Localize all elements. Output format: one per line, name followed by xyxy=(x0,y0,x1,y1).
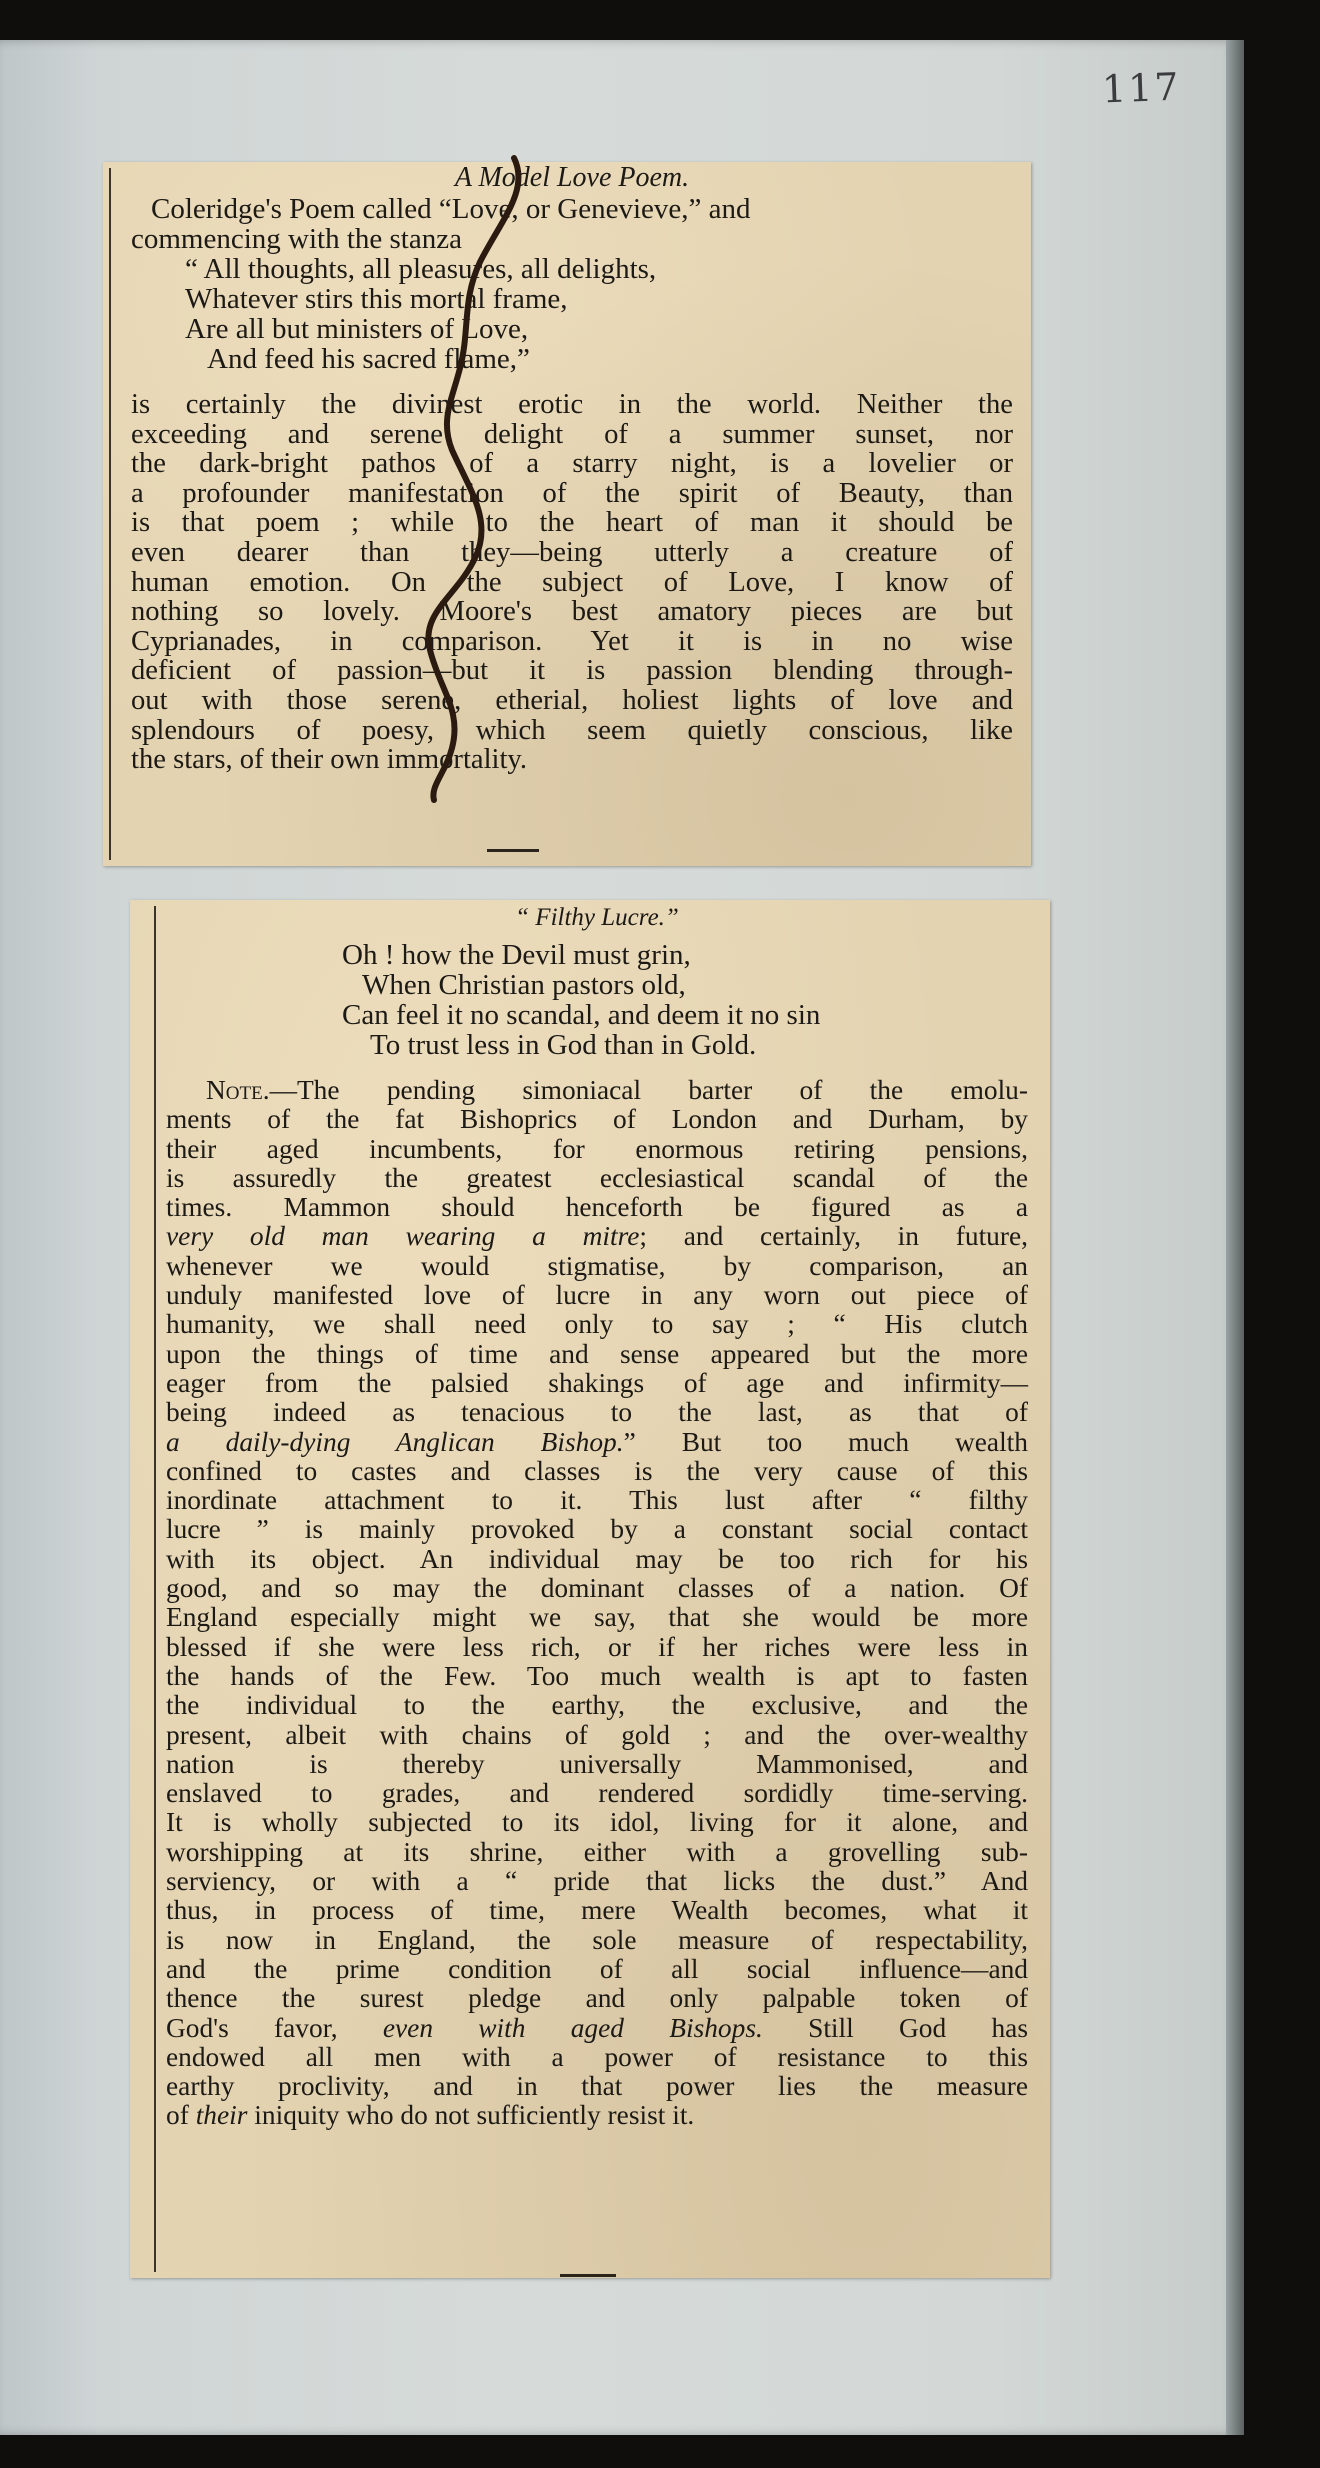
note-line: humanity, we shall need only to say ; “ His clutch xyxy=(166,1309,1028,1340)
note-line: serviency, or with a “ pride that licks the dust.” And xyxy=(166,1866,1028,1897)
folio-number: 117 xyxy=(1101,64,1182,112)
note-label: Note. xyxy=(206,1075,270,1105)
note-line xyxy=(166,1076,1028,1105)
body-line: nothing so lovely. Moore's best amatory pieces are but xyxy=(131,596,1013,628)
verse-line: And feed his sacred flame,” xyxy=(207,343,530,375)
note-line: being indeed as tenacious to the last, as that of xyxy=(166,1397,1028,1428)
note-line: thence the surest pledge and only palpable token of xyxy=(166,1983,1028,2014)
note-line: unduly manifested love of lucre in any worn out piece of xyxy=(166,1280,1028,1311)
note-line: and the prime condition of all social influence—and xyxy=(166,1953,1028,1984)
note-line xyxy=(166,2014,1028,2043)
column-rule xyxy=(154,906,156,2272)
body-line: is that poem ; while to the heart of man it should be xyxy=(131,507,1013,539)
body-line: human emotion. On the subject of Love, I know of xyxy=(131,566,1013,598)
note-line: lucre ” is mainly provoked by a constant social contact xyxy=(166,1514,1028,1545)
note-line: confined to castes and classes is the very cause of this xyxy=(166,1455,1028,1486)
note-line: is assuredly the greatest ecclesiastical scandal of the xyxy=(166,1162,1028,1193)
note-line: times. Mammon should henceforth be figured as a xyxy=(166,1192,1028,1223)
clipping-filthy-lucre xyxy=(130,900,1050,2278)
body-line: exceeding and serene delight of a summer sunset, nor xyxy=(131,418,1013,450)
body-line: is certainly the divinest erotic in the world. Neither the xyxy=(131,389,1013,420)
body-line: deficient of passion—but it is passion blending through- xyxy=(131,655,1013,687)
note-line: enslaved to grades, and rendered sordidly time-serving. xyxy=(166,1778,1028,1809)
verse-line: To trust less in God than in Gold. xyxy=(370,1029,757,1061)
verse-line: Whatever stirs this mortal frame, xyxy=(185,283,568,315)
note-italic: a daily-dying Anglican Bishop. xyxy=(166,1426,624,1457)
note-text: iniquity who do not sufficiently resist it. xyxy=(254,2100,695,2131)
note-line xyxy=(166,2101,1028,2130)
body-line: splendours of poesy, which seem quietly conscious, like xyxy=(131,714,1013,746)
note-text: God's favor, xyxy=(166,2012,338,2043)
note-text: of xyxy=(166,2100,189,2131)
note-line: thus, in process of time, mere Wealth becomes, what it xyxy=(166,1895,1028,1926)
clipping-model-love-poem xyxy=(103,162,1031,866)
note-line: earthy proclivity, and in that power lies the measure xyxy=(166,2071,1028,2102)
note-text: Still God has xyxy=(808,2012,1028,2043)
note-line: their aged incumbents, for enormous retiring pensions, xyxy=(166,1133,1028,1164)
note-text: ” But too much wealth xyxy=(623,1426,1028,1457)
verse-line: Are all but ministers of Love, xyxy=(185,313,529,345)
body-line: the dark-bright pathos of a starry night, is a lovelier or xyxy=(131,448,1013,480)
note-line: present, albeit with chains of gold ; and the over-wealthy xyxy=(166,1719,1028,1750)
note-line: eager from the palsied shakings of age and infirmity— xyxy=(166,1367,1028,1398)
note-line: the individual to the earthy, the exclusive, and the xyxy=(166,1690,1028,1721)
body-line: the stars, of their own immortality. xyxy=(131,744,527,776)
note-line: blessed if she were less rich, or if her riches were less in xyxy=(166,1631,1028,1662)
body-line: even dearer than they—being utterly a creature of xyxy=(131,536,1013,568)
note-line: ments of the fat Bishoprics of London and Durham, by xyxy=(166,1104,1028,1135)
clipping-title: “ Filthy Lucre.” xyxy=(515,904,679,931)
note-line: the hands of the Few. Too much wealth is apt to fasten xyxy=(166,1660,1028,1691)
end-rule xyxy=(487,849,539,852)
note-line: inordinate attachment to it. This lust after “ filthy xyxy=(166,1485,1028,1516)
note-line: endowed all men with a power of resistance to this xyxy=(166,2041,1028,2072)
verse-line: Can feel it no scandal, and deem it no sin xyxy=(342,999,821,1031)
note-line xyxy=(166,1428,1028,1457)
note-italic: very old man wearing a mitre xyxy=(166,1221,640,1252)
note-line: upon the things of time and sense appeared but the more xyxy=(166,1338,1028,1369)
clipping-content xyxy=(131,162,1013,775)
sheet-edge xyxy=(1226,40,1244,2435)
end-rule xyxy=(560,2274,616,2277)
note-line: worshipping at its shrine, either with a grovelling sub- xyxy=(166,1836,1028,1867)
note-text: ; and certainly, in future, xyxy=(639,1221,1028,1252)
note-line: England especially might we say, that she would be more xyxy=(166,1602,1028,1633)
intro-line: commencing with the stanza xyxy=(131,223,462,255)
note-line: It is wholly subjected to its idol, living for it alone, and xyxy=(166,1807,1028,1838)
note-italic: even with aged Bishops. xyxy=(382,2012,763,2043)
column-rule xyxy=(109,168,111,860)
note-line: nation is thereby universally Mammonised, and xyxy=(166,1748,1028,1779)
body-line: out with those serene, etherial, holiest lights of love and xyxy=(131,684,1013,716)
note-line: is now in England, the sole measure of respectability, xyxy=(166,1924,1028,1955)
verse-line: Oh ! how the Devil must grin, xyxy=(342,939,691,971)
note-line xyxy=(166,1222,1028,1251)
body-line: a profounder manifestation of the spirit of Beauty, than xyxy=(131,477,1013,509)
note-text: —The pending simoniacal barter of the emolu- xyxy=(269,1075,1028,1105)
note-italic: their xyxy=(195,2100,248,2131)
verse-line: “ All thoughts, all pleasures, all delights, xyxy=(185,253,657,285)
verse-line: When Christian pastors old, xyxy=(362,969,686,1001)
clipping-title: A Model Love Poem. xyxy=(454,162,690,193)
note-line: whenever we would stigmatise, by comparison, an xyxy=(166,1250,1028,1281)
intro-line: Coleridge's Poem called “Love, or Genevieve,” and xyxy=(151,193,751,225)
clipping-content xyxy=(166,900,1028,2131)
note-line: good, and so may the dominant classes of a nation. Of xyxy=(166,1573,1028,1604)
body-line: Cyprianades, in comparison. Yet it is in no wise xyxy=(131,625,1013,657)
note-line: with its object. An individual may be too rich for his xyxy=(166,1543,1028,1574)
